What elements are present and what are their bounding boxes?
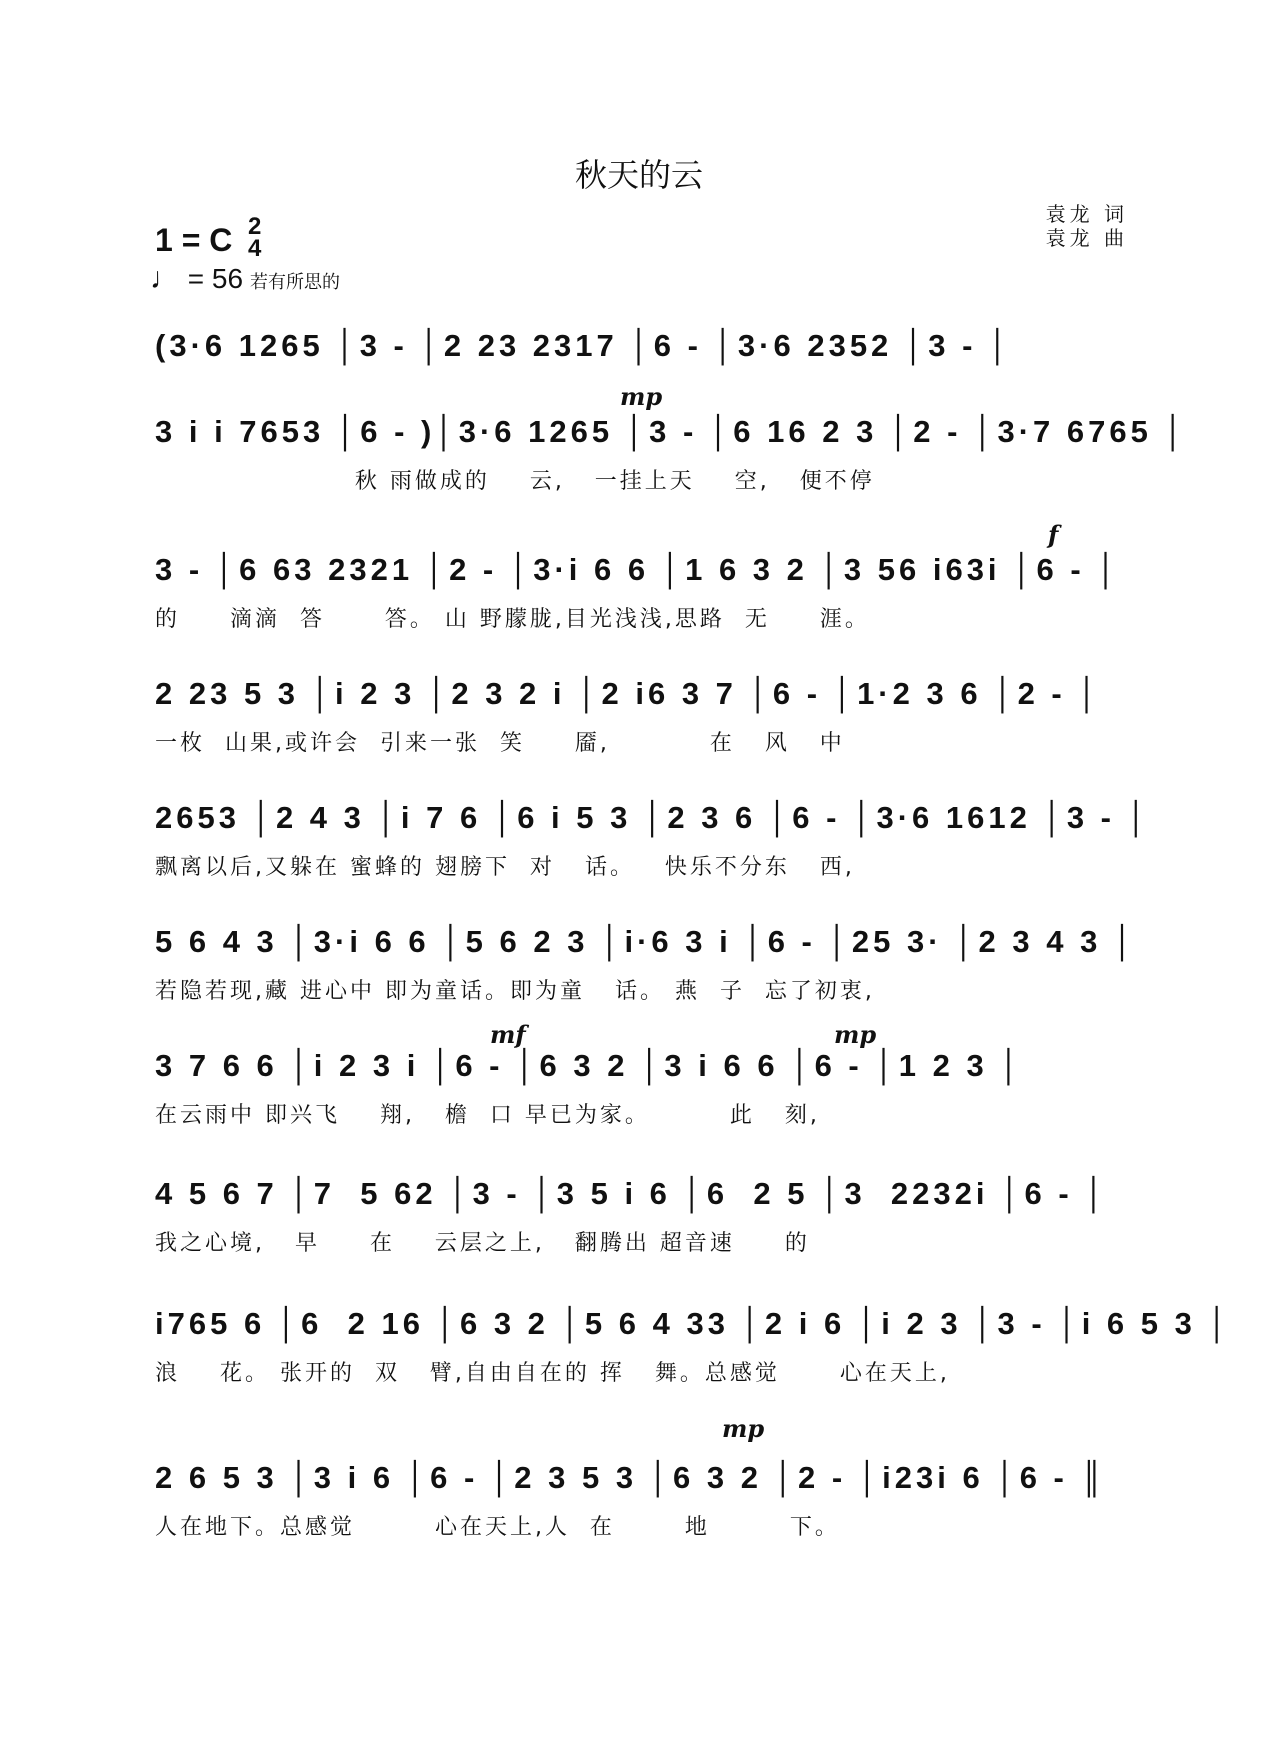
lyrics-line: 的 滴滴 答 答。 山 野朦胧,目光浅浅,思路 无 涯。 bbox=[155, 607, 870, 632]
lyrics-line: 浪 花。 张开的 双 臂,自由自在的 挥 舞。总感觉 心在天上, bbox=[155, 1361, 950, 1386]
notation-line: 4 5 6 7 │7 5 62 │3 - │3 5 i 6 │6 2 5 │3 2232i │6 - │ bbox=[155, 1176, 1109, 1211]
dynamic-mark: mp bbox=[834, 1020, 877, 1049]
composer-credit: 袁龙 曲 bbox=[1045, 226, 1128, 250]
time-signature-bottom: 4 bbox=[248, 235, 262, 262]
time-signature bbox=[248, 213, 262, 262]
notation-line: 2 23 5 3 │i 2 3 │2 3 2 i │2 i6 3 7 │6 - │1·2 3 6 │2 - │ bbox=[155, 676, 1102, 711]
lyrics-line: 在云雨中 即兴飞 翔, 檐 口 早已为家。 此 刻, bbox=[155, 1103, 820, 1128]
notation-line: 5 6 4 3 │3·i 6 6 │5 6 2 3 │i·6 3 i │6 - │25 3· │2 3 4 3 │ bbox=[155, 924, 1138, 959]
dynamic-mark: f bbox=[1048, 520, 1059, 549]
time-signature-top: 2 bbox=[248, 213, 262, 240]
lyrics-line: 我之心境, 早 在 云层之上, 翻腾出 超音速 的 bbox=[155, 1231, 810, 1256]
notation-line: 3 7 6 6 │i 2 3 i │6 - │6 3 2 │3 i 6 6 │6 - │1 2 3 │ bbox=[155, 1048, 1024, 1083]
lyrics-line: 飘离以后,又躲在 蜜蜂的 翅膀下 对 话。 快乐不分东 西, bbox=[155, 855, 855, 880]
notation-line: (3·6 1265 │3 - │2 23 2317 │6 - │3·6 2352 │3 - │ bbox=[155, 328, 1013, 363]
lyrics-line: 若隐若现,藏 进心中 即为童话。即为童 话。 燕 子 忘了初衷, bbox=[155, 979, 875, 1004]
lyrics-line: 一枚 山果,或许会 引来一张 笑 靥, 在 风 中 bbox=[155, 731, 845, 756]
dynamic-mark: mp bbox=[620, 382, 663, 411]
notation-line: i765 6 │6 2 16 │6 3 2 │5 6 4 33 │2 i 6 │i 2 3 │3 - │i 6 5 3 │ bbox=[155, 1306, 1232, 1341]
notation-line: 3 i i 7653 │6 - )│3·6 1265 │3 - │6 16 2 3 │2 - │3·7 6765 │ bbox=[155, 414, 1188, 449]
expression-mark: 若有所思的 bbox=[250, 272, 340, 293]
notation-line: 3 - │6 63 2321 │2 - │3·i 6 6 │1 6 3 2 │3 56 i63i │6 - │ bbox=[155, 552, 1121, 587]
page-title: 秋天的云 bbox=[574, 156, 703, 194]
lyrics-line: 人在地下。总感觉 心在天上,人 在 地 下。 bbox=[155, 1515, 840, 1540]
tempo-marking bbox=[150, 262, 243, 296]
dynamic-mark: mp bbox=[722, 1414, 765, 1443]
dynamic-mark: mf bbox=[490, 1020, 526, 1049]
tempo-value: = 56 bbox=[187, 263, 244, 294]
lyricist-credit: 袁龙 词 bbox=[1045, 202, 1128, 226]
quarter-note-icon: ♩ bbox=[150, 262, 180, 295]
key-signature: 1 = C bbox=[155, 222, 233, 258]
notation-line: 2653 │2 4 3 │i 7 6 │6 i 5 3 │2 3 6 │6 - │3·6 1612 │3 - │ bbox=[155, 800, 1151, 835]
lyrics-line: 秋 雨做成的 云, 一挂上天 空, 便不停 bbox=[155, 469, 875, 494]
notation-line: 2 6 5 3 │3 i 6 │6 - │2 3 5 3 │6 3 2 │2 - │i23i 6 │6 - ║ bbox=[155, 1460, 1107, 1495]
